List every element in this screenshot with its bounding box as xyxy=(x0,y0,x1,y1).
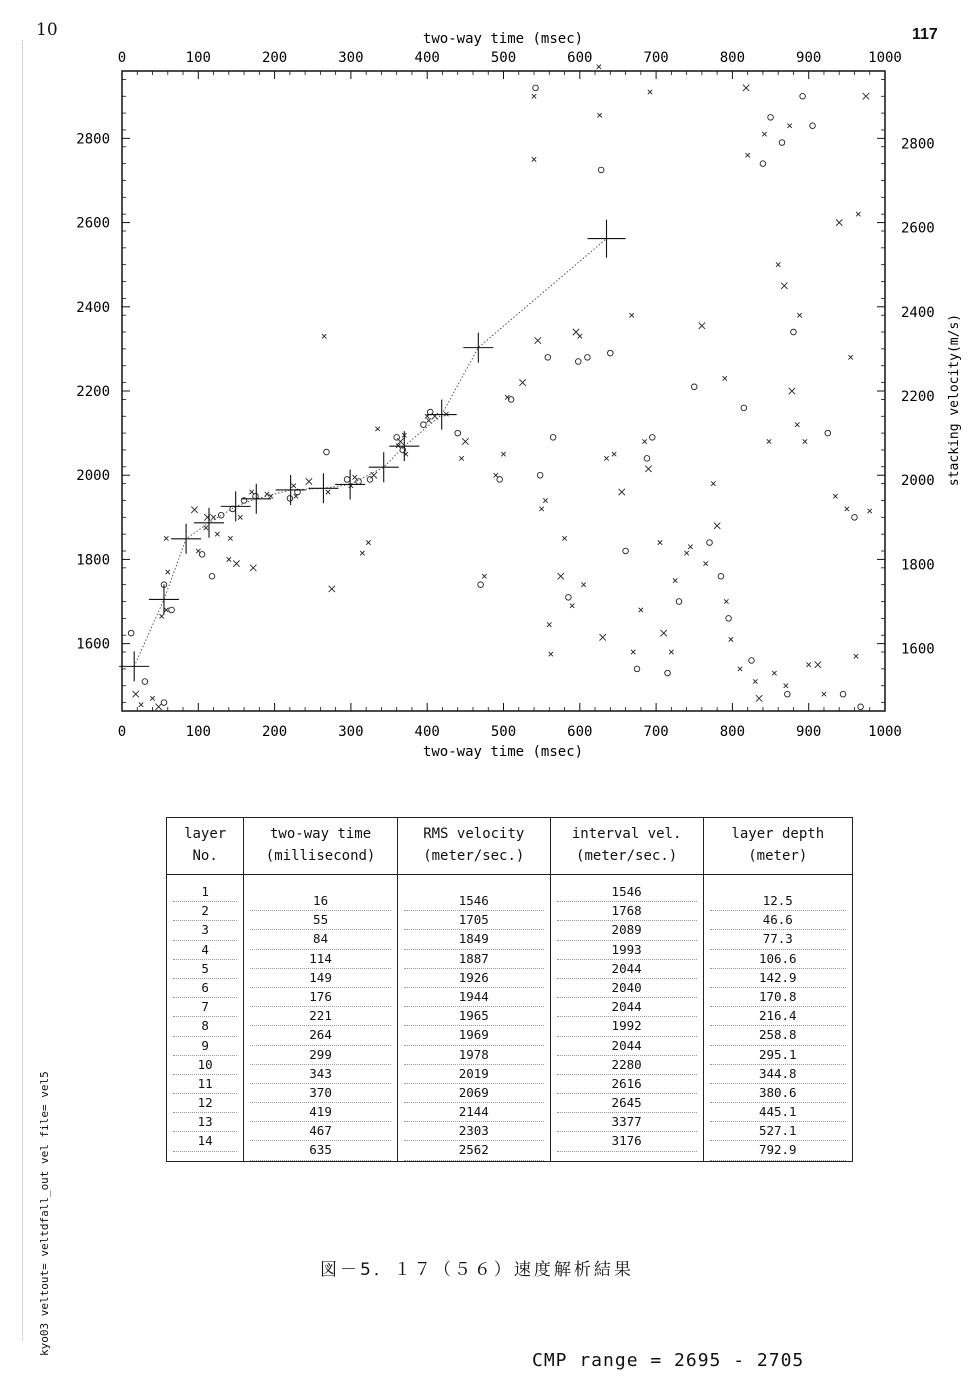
pick-circle xyxy=(718,573,724,579)
x-tick-label-top: 300 xyxy=(338,50,364,66)
pick-cross xyxy=(599,634,605,640)
x-tick-label-top: 0 xyxy=(117,50,127,66)
table-cell: 1768 xyxy=(557,902,697,921)
table-cell: 635 xyxy=(250,1141,391,1160)
table-cell: 1965 xyxy=(404,1007,544,1026)
pick-cross xyxy=(558,573,564,579)
side-note: kyo03 veltout= veltdfall_out vel file= vel5 xyxy=(38,1071,51,1356)
pick-cross xyxy=(150,696,154,700)
x-axis-title-top: two-way time (msec) xyxy=(422,31,584,47)
pick-cross xyxy=(745,153,749,157)
table-cell: 2040 xyxy=(557,979,697,998)
pick-cross xyxy=(803,439,807,443)
table-cell: 445.1 xyxy=(710,1103,846,1122)
pick-cross xyxy=(669,650,673,654)
pick-circle xyxy=(665,670,671,676)
pick-circle xyxy=(741,405,747,411)
table-cell: 2280 xyxy=(557,1056,697,1075)
table-cell: 2044 xyxy=(557,1037,697,1056)
semblance-picks xyxy=(128,65,872,710)
table-cell: 142.9 xyxy=(710,969,846,988)
table-cell: 258.8 xyxy=(710,1026,846,1045)
y-tick-label-left: 2400 xyxy=(76,299,110,316)
y-tick-label-right: 2800 xyxy=(901,136,935,153)
header-layer: layer No. xyxy=(167,818,244,875)
pick-circle xyxy=(497,477,503,483)
table-cell: 2089 xyxy=(557,921,697,940)
profile-pick-marker xyxy=(588,220,626,258)
pick-cross xyxy=(164,536,168,540)
table-cell: 1849 xyxy=(404,930,544,949)
pick-circle xyxy=(768,115,774,121)
pick-circle xyxy=(791,329,797,335)
pick-cross xyxy=(233,560,239,566)
table-cell: 1944 xyxy=(404,988,544,1007)
cmp-range: CMP range = 2695 - 2705 xyxy=(532,1350,805,1371)
table-cell: 6 xyxy=(173,979,237,998)
table-cell: 3377 xyxy=(557,1113,697,1132)
x-tick-label-top: 600 xyxy=(567,50,593,66)
pick-cross xyxy=(815,661,821,667)
x-tick-label-bottom: 900 xyxy=(796,724,822,740)
figure-caption: 図－5．１７（５６）速度解析結果 xyxy=(320,1260,634,1280)
pick-circle xyxy=(858,704,864,710)
pick-cross xyxy=(756,695,762,701)
pick-circle xyxy=(676,599,682,605)
pick-cross xyxy=(482,574,486,578)
pick-circle xyxy=(421,422,427,428)
table-cell: 2144 xyxy=(404,1103,544,1122)
pick-cross xyxy=(767,439,771,443)
table-cell: 527.1 xyxy=(710,1122,846,1141)
pick-cross xyxy=(427,418,431,422)
table-cell: 11 xyxy=(173,1075,237,1094)
pick-cross xyxy=(703,561,707,565)
pick-cross xyxy=(797,313,801,317)
table-cell: 216.4 xyxy=(710,1007,846,1026)
table-cell: 2019 xyxy=(404,1065,544,1084)
profile-pick-marker xyxy=(221,491,251,521)
table-cell: 114 xyxy=(250,950,391,969)
pick-cross xyxy=(519,379,525,385)
table-cell: 77.3 xyxy=(710,930,846,949)
pick-cross xyxy=(166,570,170,574)
pick-cross xyxy=(191,507,197,513)
pick-cross xyxy=(612,452,616,456)
x-tick-label-bottom: 600 xyxy=(567,724,593,740)
y-tick-label-right: 2400 xyxy=(901,304,935,321)
table-cell: 221 xyxy=(250,1007,391,1026)
pick-cross xyxy=(501,452,505,456)
y-tick-label-right: 1600 xyxy=(901,641,935,658)
x-tick-label-bottom: 100 xyxy=(185,724,211,740)
pick-cross xyxy=(856,212,860,216)
pick-cross xyxy=(562,536,566,540)
pick-cross xyxy=(776,262,780,266)
x-tick-label-top: 400 xyxy=(414,50,440,66)
page-number-right: 117 xyxy=(912,26,938,43)
pick-cross xyxy=(306,478,312,484)
header-interval: interval vel. (meter/sec.) xyxy=(550,818,703,875)
pick-cross xyxy=(845,507,849,511)
pick-cross xyxy=(629,313,633,317)
pick-cross xyxy=(547,622,551,626)
pick-circle xyxy=(142,679,148,685)
x-tick-label-bottom: 200 xyxy=(261,724,288,740)
pick-cross xyxy=(807,662,811,666)
table-cell: 1992 xyxy=(557,1017,697,1036)
column-twt xyxy=(244,883,397,1161)
pick-cross xyxy=(619,489,625,495)
pick-cross xyxy=(762,132,766,136)
column-rms xyxy=(398,883,550,1161)
pick-circle xyxy=(230,506,236,512)
pick-circle xyxy=(785,691,791,697)
table-cell: 16 xyxy=(250,892,391,911)
pick-circle xyxy=(852,515,858,521)
pick-circle xyxy=(634,666,640,672)
pick-cross xyxy=(645,466,651,472)
pick-cross xyxy=(155,704,161,710)
table-cell: 1926 xyxy=(404,969,544,988)
pick-cross xyxy=(549,652,553,656)
pick-circle xyxy=(545,355,551,361)
table-cell: 1969 xyxy=(404,1026,544,1045)
pick-cross xyxy=(250,490,254,494)
pick-cross xyxy=(543,498,547,502)
profile-pick-marker xyxy=(427,400,457,430)
pick-circle xyxy=(169,607,175,613)
table-cell: 12 xyxy=(173,1094,237,1113)
pick-cross xyxy=(250,565,256,571)
y-tick-label-left: 2800 xyxy=(76,131,110,148)
pick-circle xyxy=(840,691,846,697)
table-cell: 55 xyxy=(250,911,391,930)
pick-cross xyxy=(833,494,837,498)
pick-cross xyxy=(322,334,326,338)
x-tick-label-top: 200 xyxy=(261,50,288,66)
header-twt: two-way time (millisecond) xyxy=(244,818,398,875)
y-tick-label-left: 2000 xyxy=(76,468,110,485)
table-cell: 5 xyxy=(173,960,237,979)
pick-cross xyxy=(781,283,787,289)
x-tick-label-bottom: 300 xyxy=(338,724,364,740)
pick-cross xyxy=(578,334,582,338)
pick-circle xyxy=(566,595,572,601)
pick-cross xyxy=(729,637,733,641)
pick-cross xyxy=(204,514,210,520)
table-cell: 14 xyxy=(173,1132,237,1151)
pick-cross xyxy=(863,93,869,99)
table-cell: 299 xyxy=(250,1046,391,1065)
x-tick-label-top: 900 xyxy=(796,50,822,66)
layer-table xyxy=(166,817,853,1162)
x-tick-label-top: 100 xyxy=(185,50,211,66)
pick-cross xyxy=(795,422,799,426)
table-cell: 419 xyxy=(250,1103,391,1122)
picked-velocity-profile xyxy=(119,220,625,682)
pick-circle xyxy=(218,512,224,518)
table-cell: 370 xyxy=(250,1084,391,1103)
x-tick-label-bottom: 0 xyxy=(117,724,127,740)
pick-circle xyxy=(726,616,732,622)
pick-cross xyxy=(673,578,677,582)
x-tick-label-top: 1000 xyxy=(868,50,902,66)
x-tick-label-bottom: 500 xyxy=(490,724,517,740)
profile-pick-marker xyxy=(369,452,399,482)
pick-cross xyxy=(375,427,379,431)
profile-pick-marker xyxy=(335,469,365,499)
pick-circle xyxy=(575,359,581,365)
table-cell: 13 xyxy=(173,1113,237,1132)
table-cell: 343 xyxy=(250,1065,391,1084)
x-tick-label-bottom: 800 xyxy=(719,724,746,740)
pick-circle xyxy=(253,493,259,499)
pick-cross xyxy=(639,608,643,612)
table-cell: 1546 xyxy=(557,883,697,902)
plot-frame xyxy=(122,71,885,711)
pick-cross xyxy=(648,90,652,94)
pick-cross xyxy=(784,684,788,688)
pick-cross xyxy=(723,376,727,380)
pick-cross xyxy=(848,355,852,359)
pick-cross xyxy=(743,85,749,91)
y-tick-label-right: 2000 xyxy=(901,473,935,490)
pick-cross xyxy=(854,654,858,658)
profile-line xyxy=(134,239,606,667)
y-tick-label-left: 2600 xyxy=(76,215,110,232)
header-rms: RMS velocity (meter/sec.) xyxy=(397,818,550,875)
pick-cross xyxy=(539,507,543,511)
pick-cross xyxy=(204,526,208,530)
pick-cross xyxy=(532,157,536,161)
x-tick-label-top: 500 xyxy=(490,50,517,66)
header-depth: layer depth (meter) xyxy=(703,818,852,875)
pick-cross xyxy=(688,545,692,549)
pick-cross xyxy=(326,490,330,494)
table-cell: 8 xyxy=(173,1017,237,1036)
pick-circle xyxy=(209,573,215,579)
pick-cross xyxy=(535,337,541,343)
pick-cross xyxy=(604,456,608,460)
table-cell: 2645 xyxy=(557,1094,697,1113)
table-cell: 2069 xyxy=(404,1084,544,1103)
profile-pick-marker xyxy=(276,475,306,505)
table-cell: 3176 xyxy=(557,1132,697,1151)
pick-cross xyxy=(353,475,357,479)
pick-circle xyxy=(598,167,604,173)
pick-cross xyxy=(714,523,720,529)
table-cell: 46.6 xyxy=(710,911,846,930)
y-tick-label-left: 2200 xyxy=(76,384,110,400)
pick-circle xyxy=(161,700,167,706)
pick-cross xyxy=(822,692,826,696)
pick-circle xyxy=(199,552,205,558)
table-cell: 1978 xyxy=(404,1046,544,1065)
pick-cross xyxy=(787,124,791,128)
x-tick-label-bottom: 1000 xyxy=(868,724,902,740)
pick-cross xyxy=(658,540,662,544)
pick-circle xyxy=(707,540,713,546)
pick-circle xyxy=(800,93,806,99)
table-cell: 1 xyxy=(173,883,237,902)
profile-pick-marker xyxy=(241,484,271,514)
pick-circle xyxy=(324,449,330,455)
table-cell: 12.5 xyxy=(710,892,846,911)
table-cell: 1546 xyxy=(404,892,544,911)
pick-cross xyxy=(532,94,536,98)
table-cell: 792.9 xyxy=(710,1141,846,1160)
pick-circle xyxy=(691,384,697,390)
table-cell: 10 xyxy=(173,1056,237,1075)
table-cell: 106.6 xyxy=(710,950,846,969)
table-cell: 2562 xyxy=(404,1141,544,1160)
pick-cross xyxy=(329,586,335,592)
table-cell: 170.8 xyxy=(710,988,846,1007)
pick-cross xyxy=(789,388,795,394)
pick-cross xyxy=(724,599,728,603)
table-cell: 264 xyxy=(250,1026,391,1045)
pick-cross xyxy=(211,515,215,519)
table-cell: 2044 xyxy=(557,960,697,979)
profile-pick-marker xyxy=(308,473,338,503)
pick-circle xyxy=(779,140,785,146)
pick-cross xyxy=(164,608,168,612)
pick-circle xyxy=(128,630,134,636)
y-tick-label-right: 2600 xyxy=(901,220,935,237)
pick-circle xyxy=(585,355,591,361)
pick-cross xyxy=(366,540,370,544)
pick-circle xyxy=(537,472,543,478)
table-cell: 3 xyxy=(173,921,237,940)
pick-cross xyxy=(699,323,705,329)
pick-circle xyxy=(825,430,831,436)
pick-circle xyxy=(533,85,539,91)
axis-ticks xyxy=(122,71,885,711)
pick-circle xyxy=(749,658,755,664)
pick-cross xyxy=(238,515,242,519)
pick-cross xyxy=(597,113,601,117)
table-cell: 344.8 xyxy=(710,1065,846,1084)
profile-pick-marker xyxy=(194,508,224,538)
pick-cross xyxy=(215,532,219,536)
pick-cross xyxy=(738,667,742,671)
x-tick-label-bottom: 400 xyxy=(414,724,440,740)
table-cell: 149 xyxy=(250,969,391,988)
pick-cross xyxy=(868,509,872,513)
page-number-left: 10 xyxy=(36,20,58,40)
pick-cross xyxy=(227,557,231,561)
profile-pick-marker xyxy=(463,333,493,363)
pick-cross xyxy=(581,582,585,586)
pick-circle xyxy=(649,435,655,441)
pick-circle xyxy=(344,477,350,483)
pick-cross xyxy=(139,702,143,706)
pick-cross xyxy=(684,551,688,555)
column-layer-no xyxy=(167,883,243,1152)
pick-circle xyxy=(608,350,614,356)
table-cell: 380.6 xyxy=(710,1084,846,1103)
y-tick-label-right: 2200 xyxy=(901,389,935,405)
pick-cross xyxy=(228,536,232,540)
pick-circle xyxy=(478,582,484,588)
pick-cross xyxy=(753,679,757,683)
table-cell: 84 xyxy=(250,930,391,949)
y-tick-label-right: 1800 xyxy=(901,557,935,574)
table-cell: 2044 xyxy=(557,998,697,1017)
table-cell: 7 xyxy=(173,998,237,1017)
profile-pick-marker xyxy=(389,431,419,461)
pick-cross xyxy=(772,671,776,675)
pick-cross xyxy=(661,630,667,636)
column-interval xyxy=(551,883,703,1152)
pick-circle xyxy=(287,496,293,502)
table-cell: 1705 xyxy=(404,911,544,930)
table-cell: 2 xyxy=(173,902,237,921)
pick-circle xyxy=(644,456,650,462)
pick-cross xyxy=(462,438,468,444)
table-cell: 2303 xyxy=(404,1122,544,1141)
pick-cross xyxy=(133,691,139,697)
pick-circle xyxy=(623,548,629,554)
pick-circle xyxy=(810,123,816,129)
y-axis-title: stacking velocity(m/s) xyxy=(947,313,962,487)
pick-cross xyxy=(371,472,377,478)
pick-cross xyxy=(836,219,842,225)
pick-cross xyxy=(597,65,601,69)
pick-cross xyxy=(570,604,574,608)
pick-cross xyxy=(291,484,295,488)
table-cell: 1993 xyxy=(557,941,697,960)
pick-cross xyxy=(159,614,163,618)
table-cell: 295.1 xyxy=(710,1046,846,1065)
y-tick-label-left: 1800 xyxy=(76,552,110,569)
pick-cross xyxy=(360,551,364,555)
pick-cross xyxy=(711,481,715,485)
table-cell: 4 xyxy=(173,941,237,960)
pick-circle xyxy=(550,435,556,441)
pick-cross xyxy=(642,439,646,443)
y-tick-label-left: 1600 xyxy=(76,636,110,653)
x-axis-title-bottom: two-way time (msec) xyxy=(422,744,584,760)
x-tick-label-bottom: 700 xyxy=(643,724,669,740)
x-tick-label-top: 700 xyxy=(643,50,669,66)
profile-pick-marker xyxy=(119,651,149,681)
column-depth xyxy=(704,883,852,1161)
pick-cross xyxy=(631,650,635,654)
pick-circle xyxy=(455,430,461,436)
table-cell: 2616 xyxy=(557,1075,697,1094)
pick-circle xyxy=(760,161,766,167)
table-cell: 9 xyxy=(173,1037,237,1056)
pick-cross xyxy=(494,473,498,477)
x-tick-label-top: 800 xyxy=(719,50,746,66)
table-cell: 176 xyxy=(250,988,391,1007)
pick-cross xyxy=(459,456,463,460)
table-cell: 467 xyxy=(250,1122,391,1141)
table-cell: 1887 xyxy=(404,950,544,969)
